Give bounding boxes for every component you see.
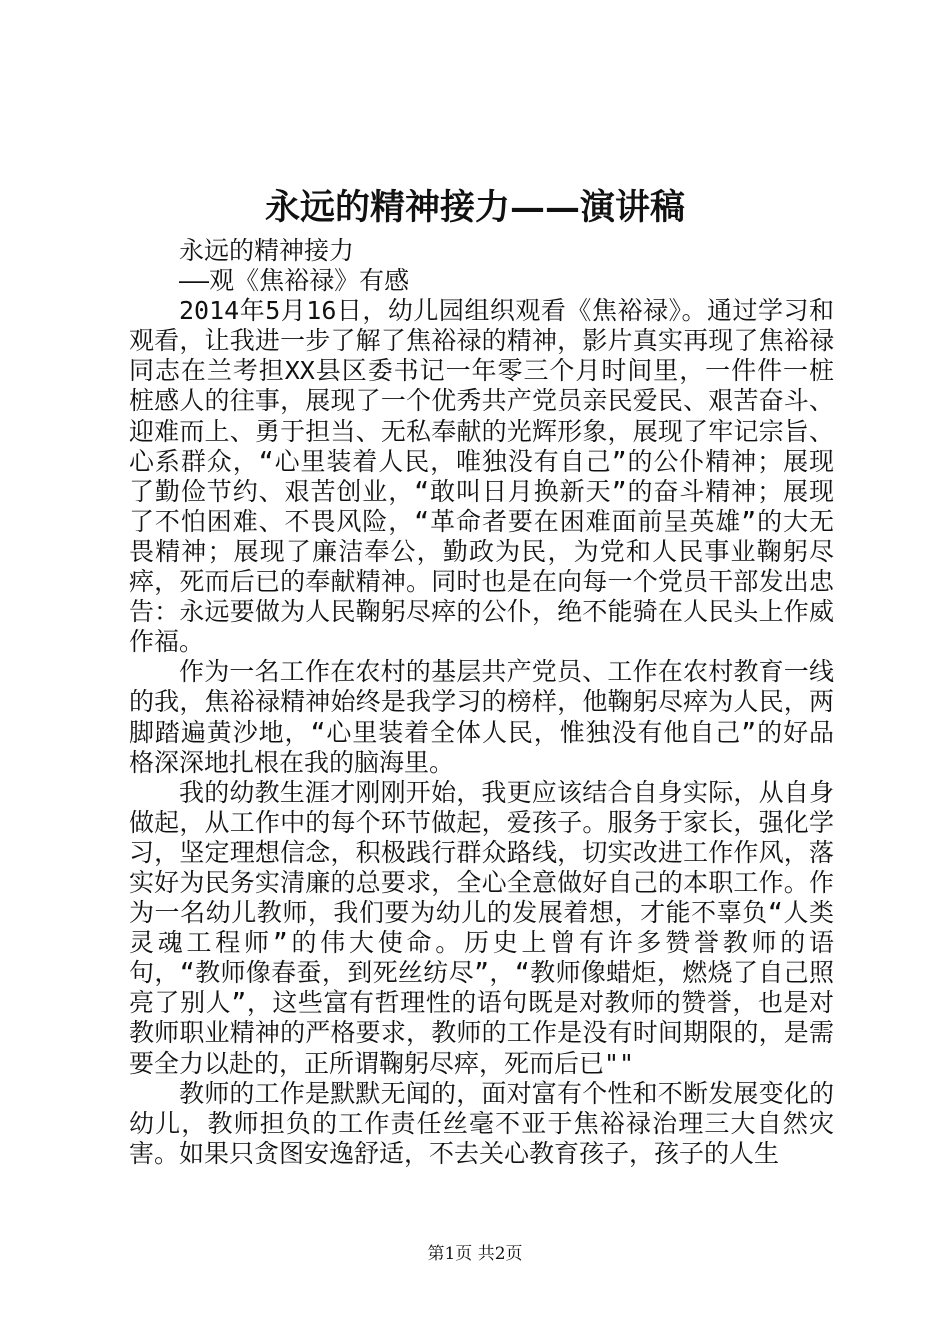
paragraph-4: 教师的工作是默默无闻的，面对富有个性和不断发展变化的幼儿，教师担负的工作责任丝毫不亚于焦裕禄治理三大自然灾害。如果只贪图安逸舒适，不去关心教育孩子，孩子的人生 <box>129 1078 834 1168</box>
document-title: 永远的精神接力——演讲稿 <box>264 187 685 228</box>
page-footer: 第1页 共2页 <box>427 1244 523 1264</box>
paragraph-3: 我的幼教生涯才刚刚开始，我更应该结合自身实际，从自身做起，从工作中的每个环节做起，爱孩子。服务于家长，强化学习，坚定理想信念，积极践行群众路线，切实改进工作作风，落实好为民务实清廉的总要求，全心全意做好自己的本职工作。作为一名幼儿教师，我们要为幼儿的发展着想，才能不辜负“人类灵魂工程师”的伟大使命。历史上曾有许多赞誉教师的语句，“教师像春蚕，到死丝纺尽”，“教师像蜡炬，燃烧了自己照亮了别人”，这些富有哲理性的语句既是对教师的赞誉，也是对教师职业精神的严格要求，教师的工作是没有时间期限的，是需要全力以赴的，正所谓鞠躬尽瘁，死而后已"" <box>129 777 834 1078</box>
paragraph-1: 2014年5月16日，幼儿园组织观看《焦裕禄》。通过学习和观看，让我进一步了解了焦裕禄的精神，影片真实再现了焦裕禄同志在兰考担XX县区委书记一年零三个月时间里，一件件一桩桩感人的往事，展现了一个优秀共产党员亲民爱民、艰苦奋斗、迎难而上、勇于担当、无私奉献的光辉形象，展现了牢记宗旨、心系群众，“心里装着人民，唯独没有自己”的公仆精神；展现了勤俭节约、艰苦创业，“敢叫日月换新天”的奋斗精神；展现了不怕困难、不畏风险，“革命者要在困难面前呈英雄”的大无畏精神；展现了廉洁奉公，勤政为民，为党和人民事业鞠躬尽瘁，死而后已的奉献精神。同时也是在向每一个党员干部发出忠告：永远要做为人民鞠躬尽瘁的公仆，绝不能骑在人民头上作威作福。 <box>129 296 834 657</box>
subtitle-line-1: 永远的精神接力 <box>179 236 355 265</box>
paragraph-2: 作为一名工作在农村的基层共产党员、工作在农村教育一线的我，焦裕禄精神始终是我学习的榜样，他鞠躬尽瘁为人民，两脚踏遍黄沙地，“心里装着全体人民，惟独没有他自己”的好品格深深地扎根在我的脑海里。 <box>129 657 834 777</box>
subtitle-line-2: ——观《焦裕禄》有感 <box>179 266 410 296</box>
document-body <box>129 236 834 1169</box>
